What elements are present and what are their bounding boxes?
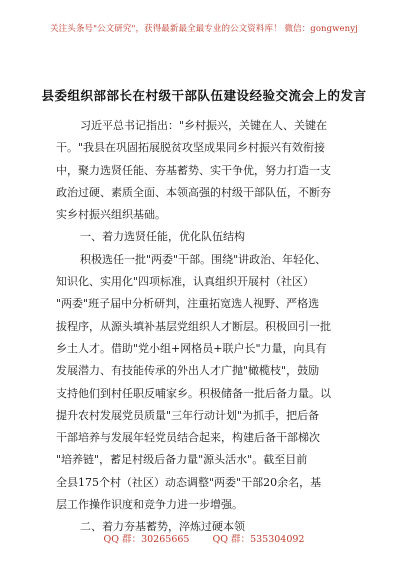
body-line: "培养链"，蓄足村级后备力量"源头活水"。截至目前 <box>56 453 308 467</box>
body-line: 知识化、实用化"四项标准，认真组织开展村（社区） <box>56 275 315 289</box>
body-line: 提升农村发展党员质量"三年行动计划"为抓手，把后备 <box>56 408 320 422</box>
section-heading: 二、着力夯基蓄势，淬炼过硬本领 <box>80 520 245 534</box>
footer-qq-group-1: QQ 群：30265665 <box>103 534 190 545</box>
body-line: 全县175个村（社区）动态调整"两委"干部20余名，基 <box>56 475 322 489</box>
body-line: 实乡村振兴组织基础。 <box>56 208 166 222</box>
body-line: 中，聚力选贤任能、夯基蓄势、实干争优，努力打造一支 <box>56 163 331 177</box>
body-line: 干。"我县在巩固拓展脱贫攻坚成果同乡村振兴有效衔接 <box>56 141 326 155</box>
document-body <box>56 115 356 539</box>
body-line: 支持他们到村任职反哺家乡。积极储备一批后备力量。以 <box>56 386 331 400</box>
promo-header: 关注头条号"公文研究"，获得最新最全最专业的公文资料库！ 微信：gongwenyj <box>50 24 358 34</box>
footer-contact <box>0 531 408 545</box>
body-line: 习近平总书记指出："乡村振兴，关键在人、关键在 <box>80 119 328 132</box>
section-heading: 一、着力选贤任能，优化队伍结构 <box>80 230 245 244</box>
body-line: 层工作操作识度和竞争力进一步增强。 <box>56 498 243 512</box>
body-line: "两委"班子届中分析研判，注重拓宽选人视野、严格选 <box>56 297 320 311</box>
footer-qq-group-2: QQ 群：535304092 <box>212 534 305 545</box>
body-line: 积极选任一批"两委"干部。围绕"讲政治、年轻化、 <box>80 252 327 266</box>
body-line: 拔程序，从源头填补基层党组织人才断层。积极回引一批 <box>56 319 331 333</box>
body-line: 发展潜力、有技能传承的外出人才广抛"橄榄枝"，鼓励 <box>56 364 320 378</box>
body-line: 政治过硬、素质全面、本领高强的村级干部队伍，不断夯 <box>56 185 331 199</box>
document-title: 县委组织部部长在村级干部队伍建设经验交流会上的发言 <box>41 88 367 103</box>
body-line: 乡土人才。借助"党小组+网格员+联户长"力量，向具有 <box>56 341 327 355</box>
body-line: 干部培养与发展年轻党员结合起来，构建后备干部梯次 <box>56 431 320 445</box>
